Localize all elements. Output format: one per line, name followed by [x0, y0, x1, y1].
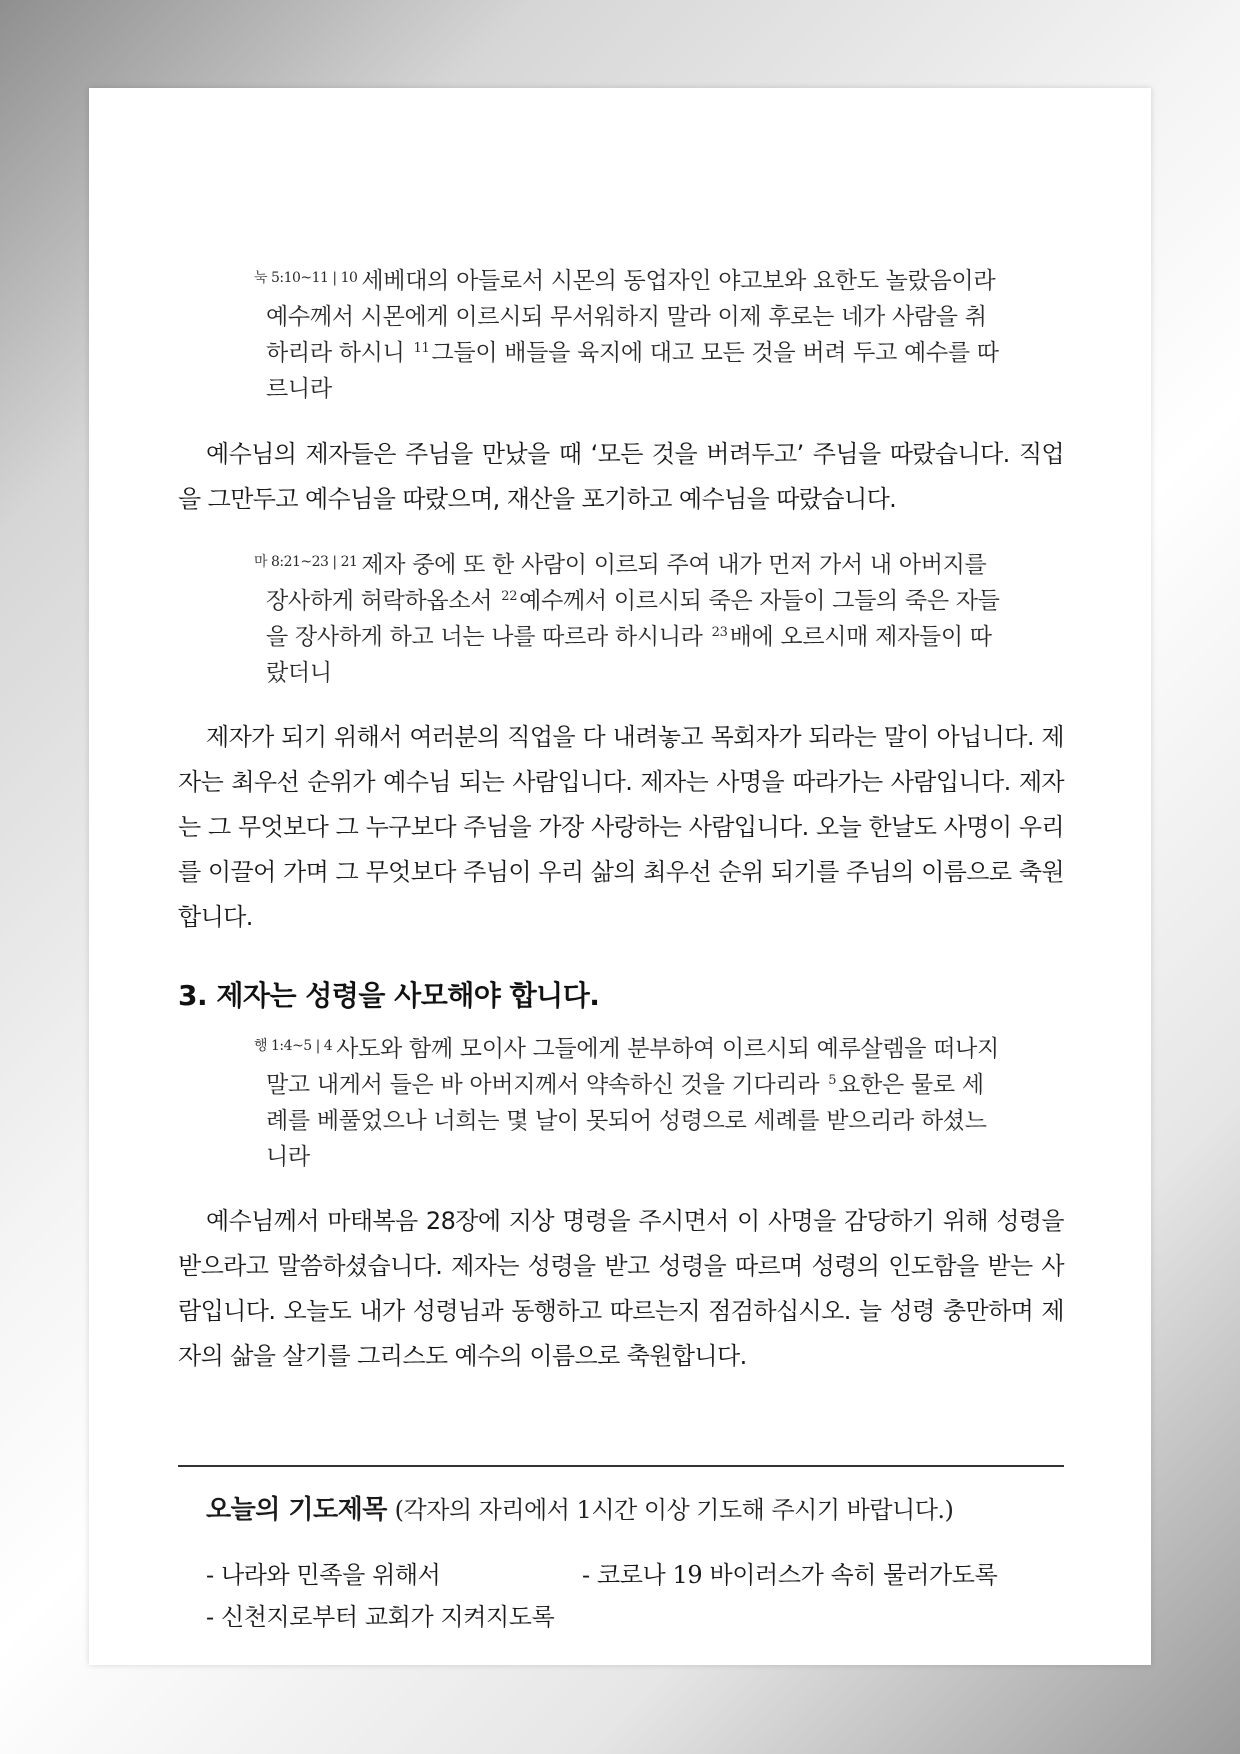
- verse-number: 11: [413, 341, 430, 356]
- scripture-quote-acts: [254, 1028, 1000, 1175]
- verse-text: 제자 중에 또 한 사람이 이르되 주여 내가 먼저 가서 내 아버지를 장사하게 허락하옵소서: [266, 552, 987, 614]
- body-paragraph: 예수님의 제자들은 주님을 만났을 때 ‘모든 것을 버려두고’ 주님을 따랐습니다. 직업을 그만두고 예수님을 따랐으며, 재산을 포기하고 예수님을 따랐습니다.: [178, 440, 1064, 513]
- document-page: [89, 88, 1151, 1665]
- prayer-title-row: [206, 1489, 1064, 1526]
- prayer-item: - 코로나 19 바이러스가 속히 물러가도록: [582, 1561, 998, 1589]
- section-divider: [178, 1465, 1064, 1467]
- page-content: [178, 166, 1064, 1638]
- scripture-reference: 행 1:4~5 | 4: [254, 1038, 333, 1054]
- section-heading: 3. 제자는 성령을 사모해야 합니다.: [178, 979, 600, 1012]
- verse-number: 23: [711, 625, 728, 640]
- verse-text: 배에 오르시매 제자들이 따랐더니: [266, 624, 992, 686]
- verse-text: 예수께서 이르시되 죽은 자들이 그들의 죽은 자들을 장사하게 하고 너는 나를 따르라 하시니라: [266, 588, 1000, 650]
- verse-text: 세베대의 아들로서 시몬의 동업자인 야고보와 요한도 놀랐음이라 예수께서 시몬에게 이르시되 무서워하지 말라 이제 후로는 네가 사람을 취하리라 하시니: [266, 268, 996, 366]
- scripture-quote-matthew: [254, 544, 1000, 691]
- verse-number: 22: [501, 589, 518, 604]
- body-paragraph: 제자가 되기 위해서 여러분의 직업을 다 내려놓고 목회자가 되라는 말이 아닙니다. 제자는 최우선 순위가 예수님 되는 사람입니다. 제자는 사명을 따라가는 사람입니다. 제자는 그 무엇보다 그 누구보다 주님을 가장 사랑하는 사람입니다. 오늘 한날도 사명이 우리를 이끌어 가며 그 무엇보다 주님이 우리 삶의 최우선 순위 되기를 주님의 이름으로 축원합니다.: [178, 723, 1064, 931]
- prayer-title: 오늘의 기도제목: [206, 1495, 387, 1525]
- scripture-reference: 마 8:21~23 | 21: [254, 554, 358, 570]
- prayer-list: [206, 1554, 1064, 1638]
- prayer-item: - 신천지로부터 교회가 지켜지도록: [206, 1603, 555, 1631]
- body-paragraph: 예수님께서 마태복음 28장에 지상 명령을 주시면서 이 사명을 감당하기 위해 성령을 받으라고 말씀하셨습니다. 제자는 성령을 받고 성령을 따르며 성령의 인도함을 받는 사람입니다. 오늘도 내가 성령님과 동행하고 따르는지 점검하십시오. 늘 성령 충만하며 제자의 삶을 살기를 그리스도 예수의 이름으로 축원합니다.: [178, 1207, 1064, 1370]
- prayer-item: - 나라와 민족을 위해서: [206, 1561, 441, 1589]
- verse-text: 요한은 물로 세례를 베풀었으나 너희는 몇 날이 못되어 성령으로 세례를 받으리라 하셨느니라: [266, 1072, 987, 1170]
- verse-text: 사도와 함께 모이사 그들에게 분부하여 이르시되 예루살렘을 떠나지 말고 내게서 들은 바 아버지께서 약속하신 것을 기다리라: [266, 1036, 999, 1098]
- scripture-reference: 눅 5:10~11 | 10: [254, 270, 358, 286]
- verse-number: 5: [828, 1073, 837, 1088]
- verse-text: 그들이 배들을 육지에 대고 모든 것을 버려 두고 예수를 따르니라: [266, 340, 999, 402]
- scripture-quote-luke: [254, 260, 1000, 407]
- prayer-note: (각자의 자리에서 1시간 이상 기도해 주시기 바랍니다.): [394, 1496, 954, 1524]
